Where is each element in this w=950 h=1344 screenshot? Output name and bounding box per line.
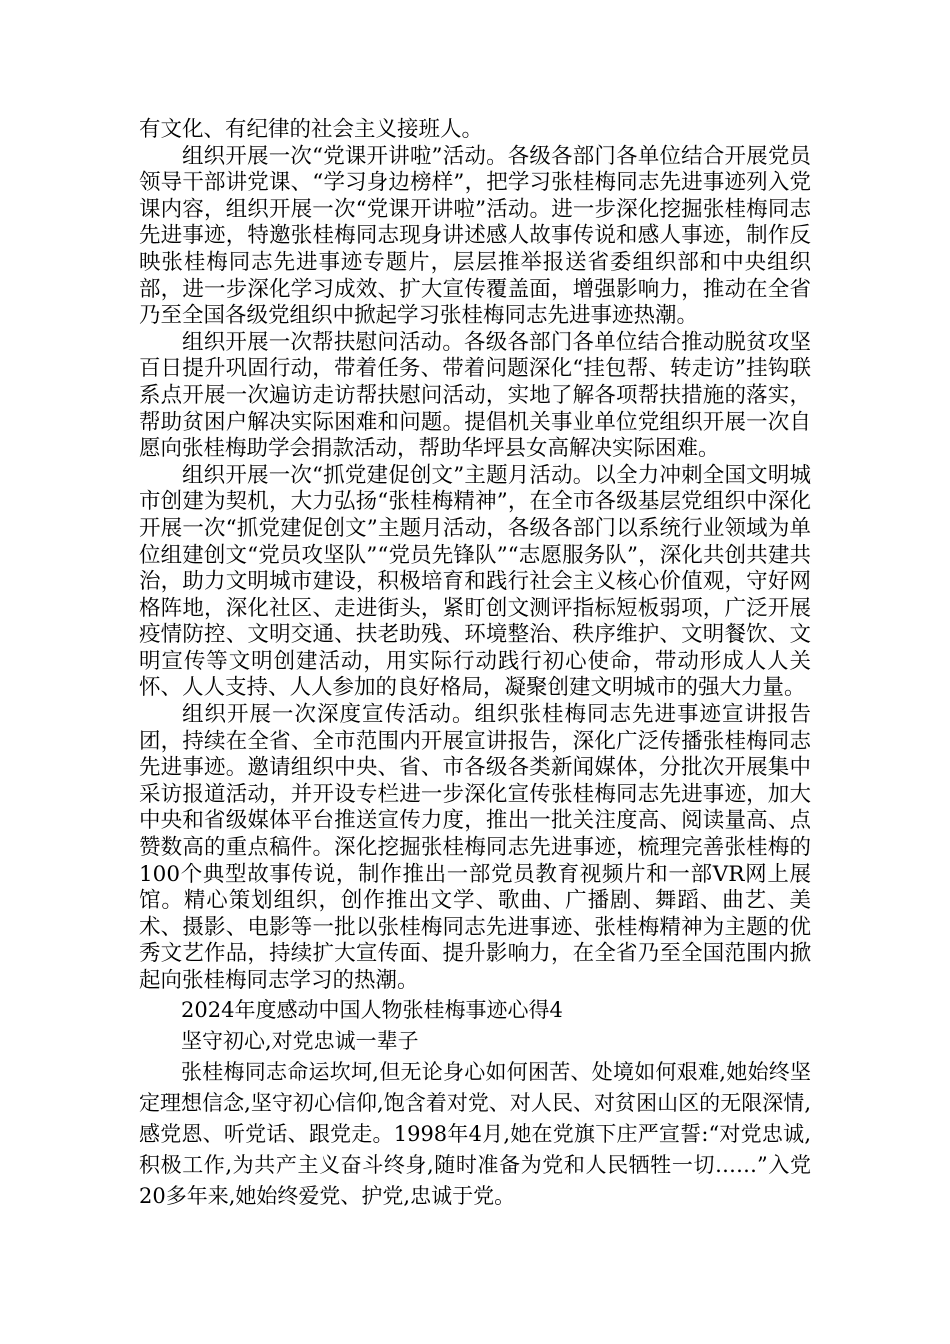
section-heading: 2024年度感动中国人物张桂梅事迹心得4	[181, 997, 563, 1022]
paragraph-party-lecture-activity: 组织开展一次“党课开讲啦”活动。各级各部门各单位结合开展党员领导干部讲党课、“学习身边榜样”，把学习张桂梅同志先进事迹列入党课内容，组织开展一次“党课开讲啦”活动。进一步深化挖掘张桂梅同志先进事迹，特邀张桂梅同志现身讲述感人故事传说和感人事迹，制作反映张桂梅同志先进事迹专题片，层层推举报送省委组织部和中央组织部，进一步深化学习成效、扩大宣传覆盖面，增强影响力，推动在全省乃至全国各级党组织中掀起学习张桂梅同志先进事迹热潮。	[139, 143, 811, 329]
paragraph-continuation: 有文化、有纪律的社会主义接班人。	[139, 117, 484, 142]
paragraph-party-building-civilization-activity: 组织开展一次“抓党建促创文”主题月活动。以全力冲刺全国文明城市创建为契机，大力弘扬“张桂梅精神”，在全市各级基层党组织中深化开展一次“抓党建促创文”主题月活动，各级各部门以系统行业领域为单位组建创文“党员攻坚队”“党员先锋队”“志愿服务队”，深化共创共建共治，助力文明城市建设，积极培育和践行社会主义核心价值观，守好网格阵地，深化社区、走进街头，紧盯创文测评指标短板弱项，广泛开展疫情防控、文明交通、扶老助残、环境整治、秩序维护、文明餐饮、文明宣传等文明创建活动，用实际行动践行初心使命，带动形成人人关怀、人人支持、人人参加的良好格局，凝聚创建文明城市的强大力量。	[139, 462, 811, 701]
paragraph-original-aspiration: 张桂梅同志命运坎坷,但无论身心如何困苦、处境如何艰难,她始终坚定理想信念,坚守初心信仰,饱含着对党、对人民、对贫困山区的无限深情,感党恩、听党话、跟党走。1998年4月,她在党旗下庄严宣誓:“对党忠诚,积极工作,为共产主义奋斗终身,随时准备为党和人民牺牲一切……”入党20多年来,她始终爱党、护党,忠诚于党。	[139, 1059, 811, 1208]
paragraph-in-depth-publicity-activity: 组织开展一次深度宣传活动。组织张桂梅同志先进事迹宣讲报告团，持续在全省、全市范围内开展宣讲报告，深化广泛传播张桂梅同志先进事迹。邀请组织中央、省、市各级各类新闻媒体，分批次开展集中采访报道活动，并开设专栏进一步深化宣传张桂梅同志先进事迹，加大中央和省级媒体平台推送宣传力度，推出一批关注度高、阅读量高、点赞数高的重点稿件。深化挖掘张桂梅同志先进事迹，梳理完善张桂梅的100个典型故事传说，制作推出一部党员教育视频片和一部VR网上展馆。精心策划组织，创作推出文学、歌曲、广播剧、舞蹈、曲艺、美术、摄影、电影等一批以张桂梅同志先进事迹、张桂梅精神为主题的优秀文艺作品，持续扩大宣传面、提升影响力，在全省乃至全国范围内掀起向张桂梅同志学习的热潮。	[139, 702, 811, 993]
document-page	[139, 117, 811, 1212]
paragraph-assistance-visit-activity: 组织开展一次帮扶慰问活动。各级各部门各单位结合推动脱贫攻坚百日提升巩固行动，带着任务、带着问题深化“挂包帮、转走访”挂钩联系点开展一次遍访走访帮扶慰问活动，实地了解各项帮扶措施的落实，帮助贫困户解决实际困难和问题。提倡机关事业单位党组织开展一次自愿向张桂梅助学会捐款活动，帮助华坪县女高解决实际困难。	[139, 329, 811, 462]
section-subheading: 坚守初心,对党忠诚一辈子	[181, 1028, 419, 1053]
